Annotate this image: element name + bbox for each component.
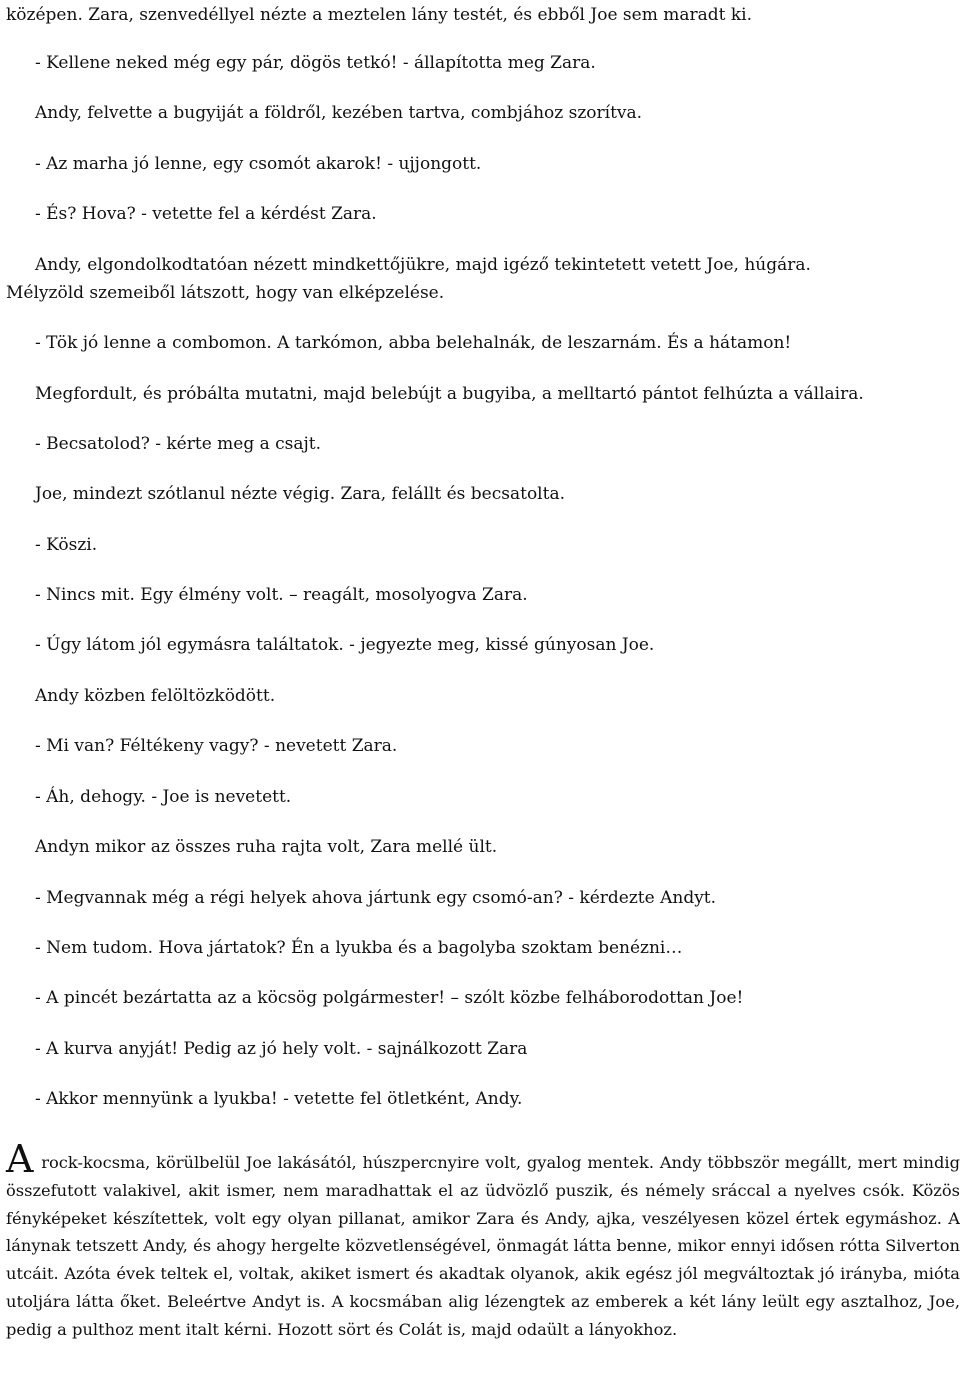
text-line-21: - A pincét bezártatta az a köcsög polgármester! – szólt közbe felháborodottan Joe!: [35, 988, 744, 1008]
text-line-20: - Nem tudom. Hova jártatok? Én a lyukba és a bagolyba szoktam benézni…: [35, 938, 683, 958]
text-line-9: Megfordult, és próbálta mutatni, majd belebújt a bugyiba, a melltartó pántot felhúzta a vállaira.: [35, 384, 864, 404]
text-line-3: Andy, felvette a bugyiját a földről, kezében tartva, combjához szorítva.: [35, 103, 643, 123]
text-line-17: - Áh, dehogy. - Joe is nevetett.: [35, 787, 292, 807]
closing-paragraph-text: rock-kocsma, körülbelül Joe lakásától, húszpercnyire volt, gyalog mentek. Andy többször megállt, mert mindig összefutott valakivel, akit ismer, nem maradhattak el az üdvözlő puszik, és némely sráccal a nyelves csók. Közös fényképeket készítettek, volt egy olyan pillanat, amikor Zara és Andy, ajka, veszélyesen közel értek egymáshoz. A lánynak tetszett Andy, és ahogy hergelte közvetlenségével, önmagát látta benne, mikor ennyi idősen rótta Silverton utcáit. Azóta évek teltek el, voltak, akiket ismert és akadtak olyanok, akik egész jól megváltoztak jó irányba, mióta utoljára látta őket. Beleértve Andyt is. A kocsmában alig lézengtek az emberek a két lány leült egy asztalhoz, Joe, pedig a pulthoz ment italt kérni. Hozott sört és Colát is, majd odaült a lányokhoz.: [6, 1153, 960, 1339]
text-line-23: - Akkor mennyünk a lyukba! - vetette fel ötletként, Andy.: [35, 1089, 523, 1109]
text-line-1: középen. Zara, szenvedéllyel nézte a meztelen lány testét, és ebből Joe sem maradt ki.: [6, 5, 752, 25]
text-line-11: Joe, mindezt szótlanul nézte végig. Zara, felállt és becsatolta.: [35, 484, 565, 504]
text-line-16: - Mi van? Féltékeny vagy? - nevetett Zara.: [35, 736, 398, 756]
text-line-12: - Köszi.: [35, 535, 98, 555]
text-line-13: - Nincs mit. Egy élmény volt. – reagált, mosolyogva Zara.: [35, 585, 528, 605]
drop-cap: A: [6, 1137, 34, 1181]
text-line-14: - Úgy látom jól egymásra találtatok. - jegyezte meg, kissé gúnyosan Joe.: [35, 635, 655, 655]
text-line-5: - És? Hova? - vetette fel a kérdést Zara.: [35, 204, 377, 224]
text-line-8: - Tök jó lenne a combomon. A tarkómon, abba belehalnák, de leszarnám. És a hátamon!: [35, 333, 792, 353]
closing-paragraph: [6, 1137, 960, 1344]
text-line-4: - Az marha jó lenne, egy csomót akarok! - ujjongott.: [35, 154, 482, 174]
text-line-22: - A kurva anyját! Pedig az jó hely volt. - sajnálkozott Zara: [35, 1039, 528, 1059]
text-line-10: - Becsatolod? - kérte meg a csajt.: [35, 434, 322, 454]
text-line-15: Andy közben felöltözködött.: [35, 686, 276, 706]
text-line-6: Andy, elgondolkodtatóan nézett mindkettőjükre, majd igéző tekintetett vetett Joe, húgára.: [35, 255, 811, 275]
text-line-7: Mélyzöld szemeiből látszott, hogy van elképzelése.: [6, 283, 445, 303]
text-line-2: - Kellene neked még egy pár, dögös tetkó! - állapította meg Zara.: [35, 53, 596, 73]
text-line-18: Andyn mikor az összes ruha rajta volt, Zara mellé ült.: [35, 837, 498, 857]
text-line-19: - Megvannak még a régi helyek ahova jártunk egy csomó-an? - kérdezte Andyt.: [35, 888, 717, 908]
